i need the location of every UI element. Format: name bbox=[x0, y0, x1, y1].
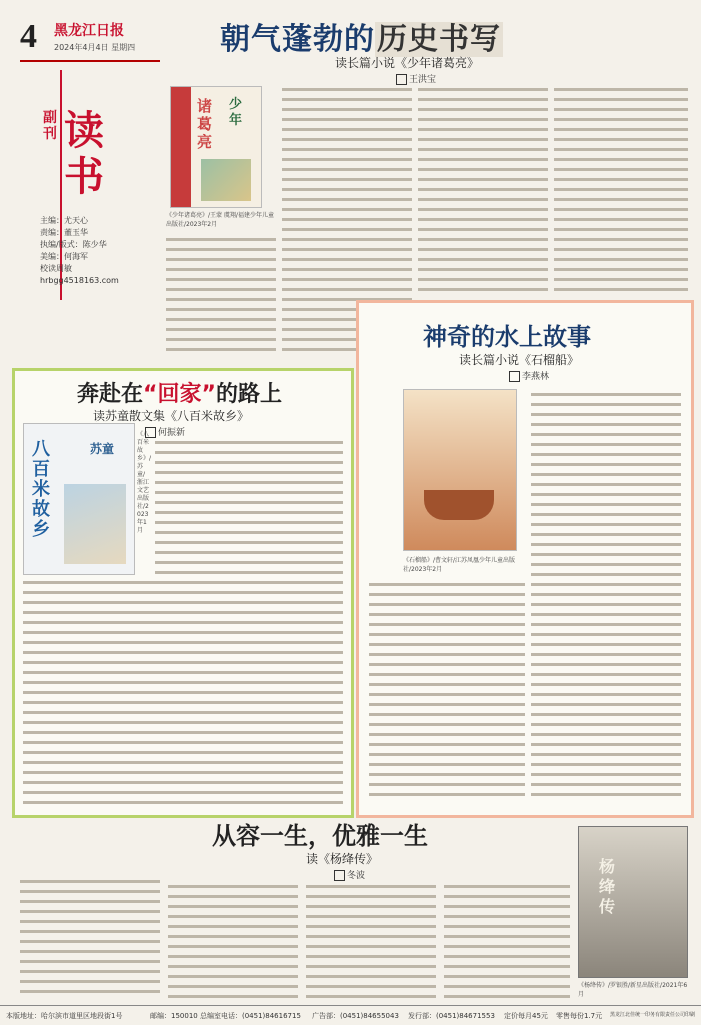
green-book-author: 苏童 bbox=[90, 442, 115, 456]
green-book-illustration bbox=[64, 484, 126, 564]
footer-edit-phone: 总编室电话：(0451)84616715 bbox=[200, 1012, 301, 1020]
green-article-body bbox=[23, 581, 177, 806]
top-article-subtitle: 读长篇小说《少年诸葛亮》 bbox=[335, 56, 480, 70]
bottom-article-title: 从容一生，优雅一生 bbox=[212, 822, 428, 850]
orange-article-body bbox=[369, 583, 525, 803]
bottom-article-subtitle: 读《杨绛传》 bbox=[306, 852, 379, 866]
green-title-part-b: 的路上 bbox=[215, 382, 282, 407]
staff-line: 主编：尤天心 bbox=[40, 216, 88, 225]
bottom-article-author bbox=[334, 868, 365, 881]
book-cover-title: 诸葛亮 bbox=[197, 97, 213, 151]
footer-price: 定价每月45元 bbox=[504, 1012, 548, 1020]
top-title-part-a: 朝气蓬勃的 bbox=[220, 22, 375, 57]
staff-credits bbox=[40, 215, 130, 287]
green-book-cover bbox=[23, 423, 135, 575]
bottom-book-title: 杨绛传 bbox=[599, 857, 616, 916]
top-article-body bbox=[166, 238, 276, 358]
footer-zip: 邮编：150010 bbox=[150, 1012, 198, 1020]
footer-retail: 零售每份1.7元 bbox=[556, 1012, 603, 1020]
top-article-body bbox=[554, 88, 688, 293]
footer-printer: 黑龙江北佳统一印务有限责任公司印刷 bbox=[610, 1012, 696, 1018]
top-article-author bbox=[396, 72, 436, 85]
green-article-title bbox=[77, 377, 282, 408]
green-article-box bbox=[12, 368, 354, 818]
bottom-article-body bbox=[444, 885, 570, 998]
bottom-article-body bbox=[306, 885, 436, 998]
author-box-icon bbox=[509, 371, 520, 382]
newspaper-name: 黑龙江日报 bbox=[54, 23, 124, 39]
green-book-title: 八百米故乡 bbox=[32, 439, 50, 540]
footer-dist-phone: 发行部：(0451)84671553 bbox=[408, 1012, 495, 1020]
section-fukan: 副刊 bbox=[43, 110, 57, 142]
staff-line: 校读周敏 bbox=[40, 264, 72, 273]
author-box-icon bbox=[334, 870, 345, 881]
bottom-article-body bbox=[20, 880, 160, 998]
green-title-part-a: 奔赴在 bbox=[77, 382, 144, 407]
masthead-divider bbox=[20, 60, 160, 62]
issue-date: 2024年4月4日 星期四 bbox=[54, 43, 136, 52]
green-article-subtitle: 读苏童散文集《八百米故乡》 bbox=[93, 409, 250, 423]
green-title-quote: “回家” bbox=[143, 382, 216, 407]
page-footer bbox=[0, 1005, 701, 1025]
top-author-name: 王洪宝 bbox=[409, 75, 437, 85]
bottom-book-caption: 《杨绛传》/罗银胜/新星出版社/2021年6月 bbox=[578, 982, 688, 998]
footer-ad-phone: 广告部：(0451)84655043 bbox=[312, 1012, 399, 1020]
green-book-caption: 《八百米故乡》/苏童/浙江文艺出版社/2023年1月 bbox=[137, 431, 152, 534]
orange-article-box bbox=[356, 300, 694, 818]
orange-article-author bbox=[509, 369, 549, 382]
book-illustration bbox=[201, 159, 251, 201]
author-box-icon bbox=[396, 74, 407, 85]
orange-article-subtitle: 读长篇小说《石榴船》 bbox=[459, 353, 580, 367]
green-author-name: 何振新 bbox=[158, 428, 186, 438]
green-article-body bbox=[155, 441, 343, 806]
footer-address: 本版地址：哈尔滨市道里区地段街1号 bbox=[6, 1012, 123, 1020]
staff-line: 执编/版式：陈少华 bbox=[40, 240, 107, 249]
top-book-caption: 《少年诸葛亮》/王蒙 虞翔/福建少年儿童出版社/2023年2月 bbox=[166, 212, 274, 228]
page-number: 4 bbox=[20, 18, 37, 55]
book-spine bbox=[171, 87, 191, 207]
green-article-author bbox=[145, 425, 185, 438]
book-cover-subtitle: 少年 bbox=[229, 97, 243, 128]
bottom-article-body bbox=[168, 885, 298, 998]
orange-book-caption: 《石榴船》/曹文轩/江苏凤凰少年儿童出版社/2023年2月 bbox=[403, 557, 516, 573]
staff-line: 责编：董玉华 bbox=[40, 228, 88, 237]
orange-book-cover bbox=[403, 389, 517, 551]
staff-line: 美编：何海军 bbox=[40, 252, 88, 261]
top-book-cover bbox=[170, 86, 262, 208]
orange-author-name: 李燕林 bbox=[522, 372, 550, 382]
top-article-title bbox=[220, 14, 503, 58]
section-dushu: 读书 bbox=[64, 107, 104, 200]
bottom-author-name: 冬波 bbox=[347, 871, 366, 881]
boat-illustration bbox=[424, 490, 494, 520]
top-article-body bbox=[418, 88, 548, 293]
top-title-part-b: 历史书写 bbox=[377, 22, 501, 57]
bottom-book-cover bbox=[578, 826, 688, 978]
orange-article-body bbox=[531, 393, 681, 803]
orange-article-title: 神奇的水上故事 bbox=[423, 323, 591, 351]
staff-line: hrbgg4518163.com bbox=[40, 276, 119, 285]
